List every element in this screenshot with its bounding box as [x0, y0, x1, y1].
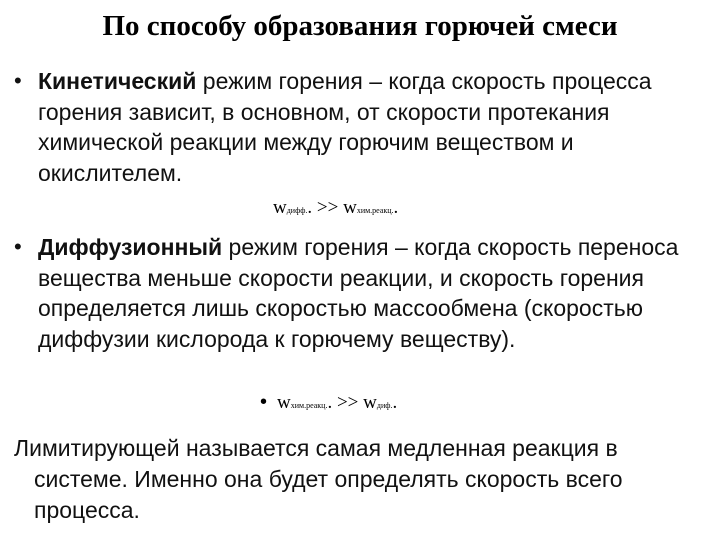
bullet-marker: • — [14, 234, 22, 259]
bullet-marker: • — [260, 391, 268, 413]
bullet-kinetic — [14, 66, 704, 192]
closing-line-1: Лимитирующей называется самая медленная реакция в — [14, 435, 618, 461]
formula-operator: >> — [332, 392, 364, 413]
slide-title: По способу образования горючей смеси — [102, 10, 618, 42]
formula-kinetic-vs-diffusion — [260, 391, 397, 414]
formula-w: w — [277, 392, 291, 413]
term-diffusion: Диффузионный — [38, 234, 223, 260]
bullet-text — [38, 232, 698, 354]
formula-subscript: диф. — [376, 401, 393, 410]
bullet-diffusion-description: режим горения – когда скорость переноса вещества меньше скорости реакции, и скорость горения определяется лишь скоростью массообмена (скоростью диффузии кислорода к горючему веществу). — [38, 234, 679, 352]
bullet-text — [38, 66, 698, 188]
closing-paragraph — [14, 433, 704, 526]
formula-dot: . — [392, 392, 398, 413]
bullet-marker: • — [14, 68, 22, 93]
formula-w: w — [363, 392, 377, 413]
formula-w: w — [343, 197, 357, 218]
term-kinetic: Кинетический — [38, 68, 197, 94]
formula-dot: . — [327, 392, 333, 413]
formula-diffusion-vs-kinetic — [273, 197, 398, 219]
formula-subscript: хим.реакц. — [356, 206, 394, 215]
closing-line-rest: системе. Именно она будет определять скорость всего процесса. — [34, 466, 623, 523]
formula-subscript: хим.реакц. — [290, 401, 328, 410]
formula-subscript: дифф. — [286, 206, 308, 215]
bullet-diffusion — [14, 232, 704, 382]
formula-dot: . — [393, 197, 399, 218]
formula-operator: >> — [312, 197, 344, 218]
bullet-kinetic-description: режим горения – когда скорость процесса горения зависит, в основном, от скорости протекания химической реакции между горючим веществом и окислителем. — [38, 68, 652, 186]
formula-w: w — [273, 197, 287, 218]
formula-dot: . — [307, 197, 313, 218]
